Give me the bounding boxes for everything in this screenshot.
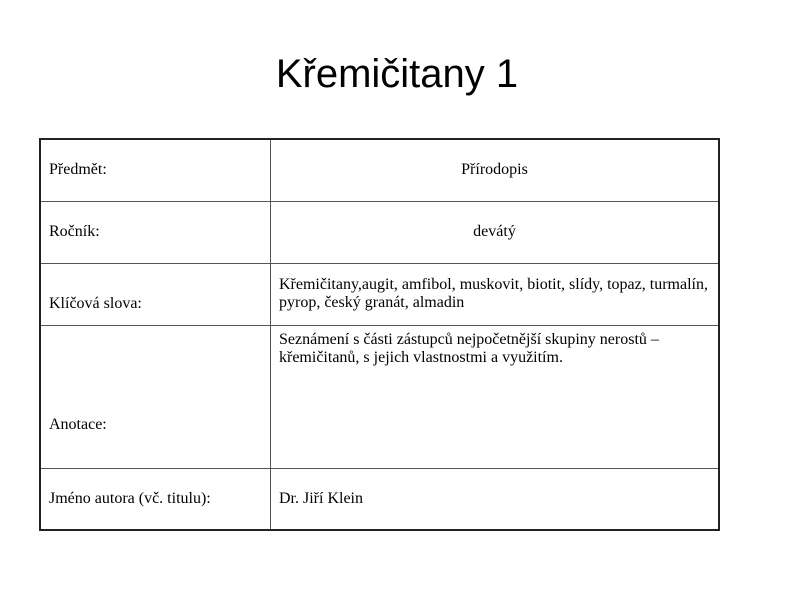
table-row-annotation: [40, 325, 719, 468]
annotation-value: Seznámení s části zástupců nejpočetnější skupiny nerostů – křemičitanů, s jejich vlastnostmi a využitím.: [271, 325, 720, 468]
table-row-subject: [40, 139, 719, 201]
info-table: [39, 138, 720, 531]
subject-label: Předmět:: [40, 139, 271, 201]
table-row-keywords: [40, 263, 719, 325]
annotation-label: Anotace:: [40, 325, 271, 468]
table-row-author: [40, 468, 719, 530]
keywords-value: Křemičitany,augit, amfibol, muskovit, biotit, slídy, topaz, turmalín, pyrop, český granát, almadin: [271, 263, 720, 325]
page-title: Křemičitany 1: [275, 52, 519, 96]
subject-value: Přírodopis: [271, 139, 720, 201]
grade-label: Ročník:: [40, 201, 271, 263]
author-value: Dr. Jiří Klein: [271, 468, 720, 530]
grade-value: devátý: [271, 201, 720, 263]
keywords-label: Klíčová slova:: [40, 263, 271, 325]
table-row-grade: [40, 201, 719, 263]
author-label: Jméno autora (vč. titulu):: [40, 468, 271, 530]
